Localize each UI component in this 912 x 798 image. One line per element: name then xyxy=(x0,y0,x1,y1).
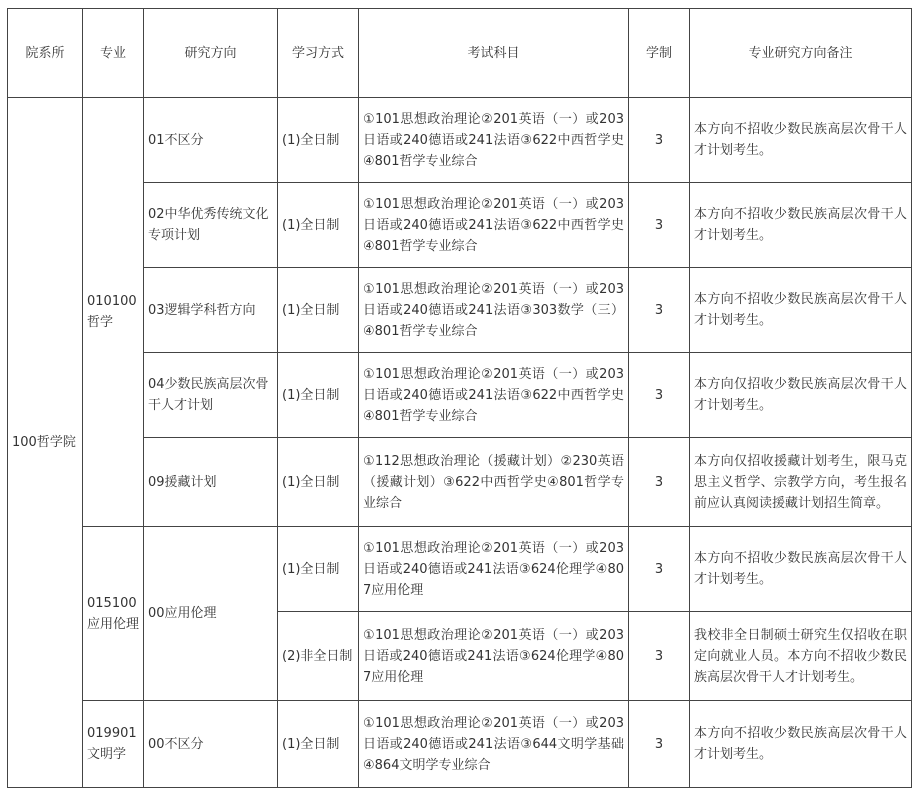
study-mode-cell: (1)全日制 xyxy=(278,438,359,527)
header-years: 学制 xyxy=(629,9,690,98)
exam-subjects-cell: ①101思想政治理论②201英语（一）或203日语或240德语或241法语③622中西哲学史④801哲学专业综合 xyxy=(359,98,629,183)
direction-cell: 00应用伦理 xyxy=(144,527,278,701)
major-cell xyxy=(83,98,144,527)
exam-subjects-cell: ①101思想政治理论②201英语（一）或203日语或240德语或241法语③624伦理学④807应用伦理 xyxy=(359,527,629,612)
years-cell: 3 xyxy=(629,98,690,183)
exam-subjects-cell: ①101思想政治理论②201英语（一）或203日语或240德语或241法语③622中西哲学史④801哲学专业综合 xyxy=(359,353,629,438)
header-study-mode: 学习方式 xyxy=(278,9,359,98)
study-mode-cell: (1)全日制 xyxy=(278,353,359,438)
years-cell: 3 xyxy=(629,527,690,612)
table-row xyxy=(8,268,912,353)
header-row xyxy=(8,9,912,98)
major-name: 应用伦理 xyxy=(87,616,140,632)
major-cell xyxy=(83,527,144,701)
remark-cell: 本方向仅招收少数民族高层次骨干人才计划考生。 xyxy=(690,353,912,438)
direction-cell: 00不区分 xyxy=(144,701,278,788)
study-mode-cell: (1)全日制 xyxy=(278,527,359,612)
header-direction: 研究方向 xyxy=(144,9,278,98)
remark-cell: 本方向不招收少数民族高层次骨干人才计划考生。 xyxy=(690,701,912,788)
direction-cell: 03逻辑学科哲方向 xyxy=(144,268,278,353)
table-row xyxy=(8,438,912,527)
remark-cell: 本方向不招收少数民族高层次骨干人才计划考生。 xyxy=(690,98,912,183)
table-row xyxy=(8,183,912,268)
major-code: 010100 xyxy=(87,294,137,309)
table-row xyxy=(8,527,912,612)
study-mode-cell: (1)全日制 xyxy=(278,98,359,183)
major-name: 文明学 xyxy=(87,747,127,762)
remark-cell: 本方向不招收少数民族高层次骨干人才计划考生。 xyxy=(690,527,912,612)
major-name: 哲学 xyxy=(87,315,114,330)
table-row xyxy=(8,701,912,788)
direction-cell: 01不区分 xyxy=(144,98,278,183)
years-cell: 3 xyxy=(629,438,690,527)
exam-subjects-cell: ①101思想政治理论②201英语（一）或203日语或240德语或241法语③622中西哲学史④801哲学专业综合 xyxy=(359,183,629,268)
years-cell: 3 xyxy=(629,183,690,268)
table-row xyxy=(8,353,912,438)
years-cell: 3 xyxy=(629,701,690,788)
remark-cell: 本方向不招收少数民族高层次骨干人才计划考生。 xyxy=(690,268,912,353)
remark-cell: 本方向仅招收援藏计划考生，限马克思主义哲学、宗教学方向，考生报名前应认真阅读援藏计划招生简章。 xyxy=(690,438,912,527)
exam-subjects-cell: ①112思想政治理论（援藏计划）②230英语（援藏计划）③622中西哲学史④801哲学专业综合 xyxy=(359,438,629,527)
table-row xyxy=(8,98,912,183)
header-department: 院系所 xyxy=(8,9,83,98)
header-exam-subjects: 考试科目 xyxy=(359,9,629,98)
study-mode-cell: (2)非全日制 xyxy=(278,612,359,701)
major-cell xyxy=(83,701,144,788)
direction-cell: 02中华优秀传统文化专项计划 xyxy=(144,183,278,268)
remark-cell: 本方向不招收少数民族高层次骨干人才计划考生。 xyxy=(690,183,912,268)
years-cell: 3 xyxy=(629,268,690,353)
direction-cell: 04少数民族高层次骨干人才计划 xyxy=(144,353,278,438)
header-remarks: 专业研究方向备注 xyxy=(690,9,912,98)
years-cell: 3 xyxy=(629,612,690,701)
exam-subjects-cell: ①101思想政治理论②201英语（一）或203日语或240德语或241法语③303数学（三）④801哲学专业综合 xyxy=(359,268,629,353)
remark-cell: 我校非全日制硕士研究生仅招收在职定向就业人员。本方向不招收少数民族高层次骨干人才计划考生。 xyxy=(690,612,912,701)
header-major: 专业 xyxy=(83,9,144,98)
exam-subjects-cell: ①101思想政治理论②201英语（一）或203日语或240德语或241法语③644文明学基础④864文明学专业综合 xyxy=(359,701,629,788)
major-code: 015100 xyxy=(87,595,137,611)
years-cell: 3 xyxy=(629,353,690,438)
exam-subjects-cell: ①101思想政治理论②201英语（一）或203日语或240德语或241法语③624伦理学④807应用伦理 xyxy=(359,612,629,701)
admissions-table xyxy=(7,8,912,788)
department-cell: 100哲学院 xyxy=(8,98,83,788)
major-code: 019901 xyxy=(87,726,137,741)
study-mode-cell: (1)全日制 xyxy=(278,268,359,353)
study-mode-cell: (1)全日制 xyxy=(278,701,359,788)
direction-cell: 09援藏计划 xyxy=(144,438,278,527)
study-mode-cell: (1)全日制 xyxy=(278,183,359,268)
